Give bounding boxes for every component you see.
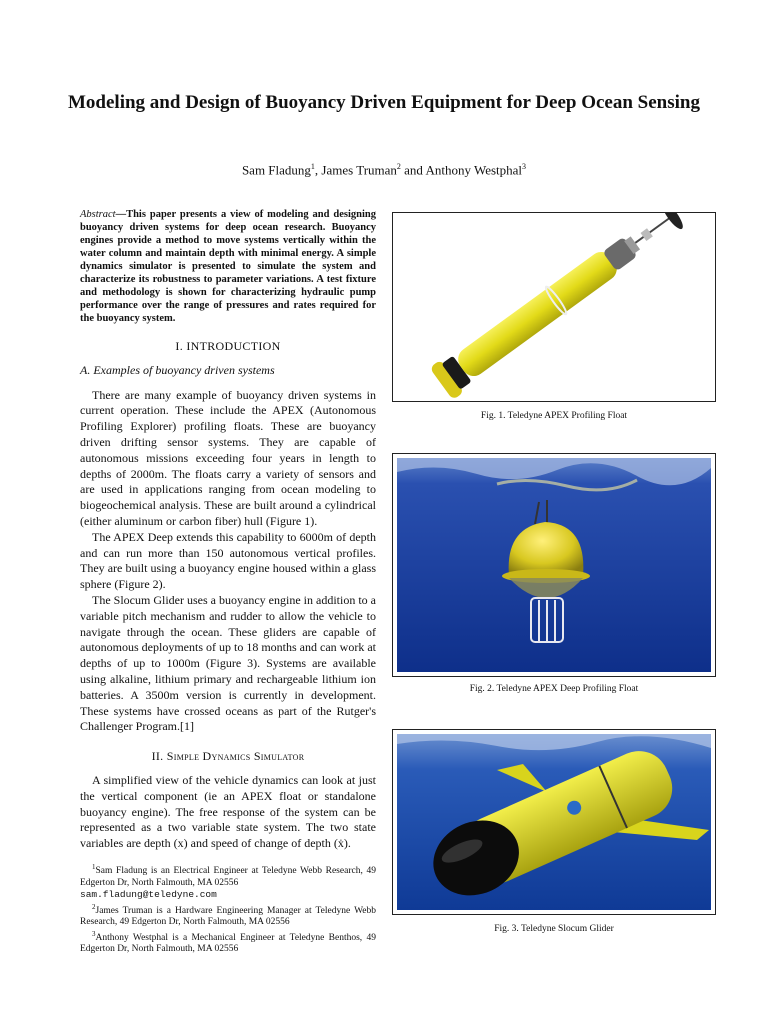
author-1-mark: 1 <box>310 162 315 171</box>
figure-1-image <box>392 212 716 402</box>
author-sep-1: , <box>314 162 322 178</box>
simulator-paragraph-1: A simplified view of the vehicle dynamics can look at just the vertical component (ie an APEX float or standalone buoyancy engine). The free response of the system can be represented as a two variable state system. The two state variables are depth (x) and speed of change of depth (ẋ). <box>80 772 376 851</box>
footnote-2 <box>80 902 376 929</box>
author-2: James Truman <box>321 162 397 178</box>
figure-2-image <box>392 453 716 677</box>
paper-title: Modeling and Design of Buoyancy Driven Equipment for Deep Ocean Sensing <box>68 92 700 113</box>
figure-3-image <box>392 729 716 915</box>
intro-paragraph-3: The Slocum Glider uses a buoyancy engine in addition to a variable pitch mechanism and rudder to allow the vehicle to navigate through the ocean. These gliders are capable of autonomous deployments of up to 18 months and can work at depths of up to 1000m (Figure 3). Systems are available using alkaline, lithium primary and rechargeable lithium ion batteries. A 3500m version is currently in development. These systems have crossed oceans as part of the Rutger's Challenger Program.[1] <box>80 592 376 734</box>
footnote-3-mark: 3 <box>92 929 96 938</box>
footnotes <box>80 862 376 956</box>
author-3: Anthony Westphal <box>425 162 523 178</box>
subsection-a-heading: A. Examples of buoyancy driven systems <box>80 362 275 377</box>
footnote-2-mark: 2 <box>92 902 96 911</box>
author-2-mark: 2 <box>396 162 401 171</box>
author-line <box>60 162 708 178</box>
footnote-3 <box>80 929 376 956</box>
footnote-1-text: Sam Fladung is an Electrical Engineer at Teledyne Webb Research, 49 Edgerton Dr, North Falmouth, MA 02556 <box>80 866 376 888</box>
author-3-mark: 3 <box>522 162 527 171</box>
footnote-2-text: James Truman is a Hardware Engineering Manager at Teledyne Webb Research, 49 Edgerton Dr, North Falmouth, MA 02556 <box>80 905 376 928</box>
apex-float-illustration <box>393 213 715 401</box>
abstract-text: This paper presents a view of modeling and designing buoyancy driven systems for deep ocean research. Buoyancy engines provide a method to move systems vertically within the water column and maintain depth with minimal energy. A simple dynamics simulator is presented to simulate the system and characterize its robustness to parameter variations. A test fixture and methodology is shown for characterizing hydraulic pump performance over the range of pressures and rates required for the buoyancy system. <box>80 209 376 324</box>
footnote-3-text: Anthony Westphal is a Mechanical Engineer at Teledyne Benthos, 49 Edgerton Dr, North Falmouth, MA 02556 <box>80 932 376 955</box>
section-2-heading: II. Simple Dynamics Simulator <box>151 749 305 764</box>
abstract <box>80 208 376 325</box>
figure-2-caption: Fig. 2. Teledyne APEX Deep Profiling Float <box>469 684 639 694</box>
intro-paragraph-1: There are many example of buoyancy driven systems in current operation. These include the APEX (Autonomous Profiling Explorer) profiling floats. These are buoyancy driven drifting sensor systems. They are capable of autonomous missions exceeding four years in length to depths of 2000m. The floats carry a variety of sensors and are used in applications ranging from ocean modeling to biogeochemical analysis. These are built around a cylindrical (either aluminum or carbon fiber) hull (Figure 1). <box>80 387 376 528</box>
footnote-1 <box>80 862 376 902</box>
abstract-label: Abstract <box>80 209 116 220</box>
figure-1-caption: Fig. 1. Teledyne APEX Profiling Float <box>480 411 628 421</box>
footnote-1-mark: 1 <box>92 862 96 871</box>
apex-deep-illustration <box>397 458 711 672</box>
left-column <box>80 208 376 956</box>
figure-3-caption: Fig. 3. Teledyne Slocum Glider <box>494 924 614 934</box>
intro-paragraph-2: The APEX Deep extends this capability to 6000m of depth and can run more than 150 autonomous vertical profiles. They are built using a buoyancy engine housed within a glass sphere (Figure 2). <box>80 529 376 592</box>
section-1-heading: I. INTRODUCTION <box>175 339 281 353</box>
author-sep-2: and <box>400 162 426 178</box>
author-1: Sam Fladung <box>241 162 311 178</box>
slocum-glider-illustration <box>397 734 711 910</box>
abstract-dash: — <box>115 209 127 220</box>
footnote-1-email[interactable]: sam.fladung@teledyne.com <box>80 889 217 901</box>
